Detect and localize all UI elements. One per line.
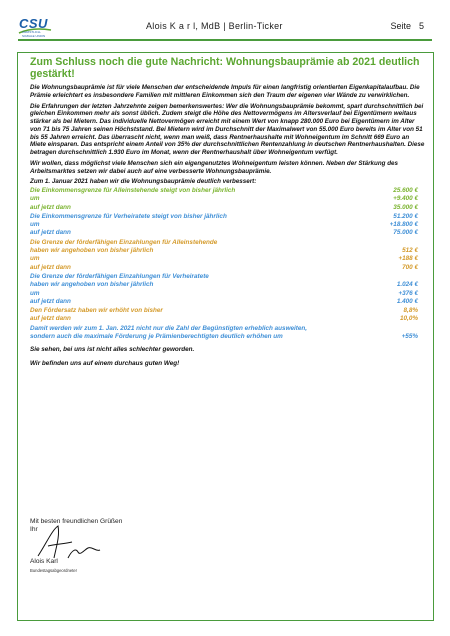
improvement-row [30,229,426,237]
improvement-row [30,298,426,306]
improvement-section [30,187,426,212]
improvement-value: +376 € [398,289,418,297]
page-number: 5 [418,21,424,31]
csu-logo [18,15,52,37]
improvement-row [30,195,426,203]
improvement-section [30,239,426,272]
improvement-value [356,239,426,247]
improvement-value [356,325,426,333]
improvement-label: auf jetzt dann [30,297,71,305]
article [30,56,426,368]
improvement-section [30,325,426,342]
paragraph-intro: Die Wohnungsbauprämie ist für viele Menschen der entscheidende Impuls für einen langfristig orientierten Eigenkapitalaufbau. Die Prämie erleichtert es insbesondere Familien mit mittleren Einkommen sich den Traum der eigenen vier Wände zu verwirklichen. [30,84,420,99]
closing-line-1: Sie sehen, bei uns ist nicht alles schlechter geworden. [30,346,195,354]
improvement-label: um [30,195,40,203]
improvement-label: haben wir angehoben von bisher jährlich [30,247,154,255]
article-headline: Zum Schluss noch die gute Nachricht: Wohnungsbauprämie ab 2021 deutlich gestärkt! [30,56,420,80]
improvement-label: auf jetzt dann [30,315,71,323]
improvement-label: Den Fördersatz haben wir erhöht von bisher [30,307,163,315]
improvement-section [30,273,426,306]
improvement-value: 35.000 € [393,203,418,211]
handwritten-signature [34,522,104,562]
improvement-label: Damit werden wir zum 1. Jan. 2021 nicht nur die Zahl der Begünstigten erheblich ausweiten, [30,324,308,332]
improvement-value: 512 € [402,247,418,255]
improvement-label: Die Grenze der förderfähigen Einzahlungen für Alleinstehende [30,238,218,246]
page-header [18,15,432,45]
improvement-value: +55% [401,333,418,341]
improvement-row [30,290,426,298]
greeting-line: Mit besten freundlichen Grüßen [30,518,123,525]
signatory-name: Alois Karl [30,558,58,565]
header-title: Alois K a r l, MdB | Berlin-Ticker [146,21,283,31]
improvement-value: 8,8% [403,307,418,315]
improvement-label: auf jetzt dann [30,203,71,211]
improvement-row [30,273,426,281]
logo-text: CSU [19,16,48,31]
improvement-row [30,213,426,221]
improvement-label: auf jetzt dann [30,229,71,237]
improvement-row [30,247,426,255]
header-divider [18,39,432,41]
improvement-row [30,221,426,229]
improvement-row [30,255,426,263]
improvement-row [30,204,426,212]
improvement-label: haben wir angehoben von bisher jährlich [30,281,154,289]
signatory-role: Bundestagsabgeordneter [30,568,78,573]
improvement-value: +9.400 € [393,195,418,203]
improvement-row [30,307,426,315]
improvement-row [30,239,426,247]
page-label: Seite [390,21,411,31]
paragraph-goal: Wir wollen, dass möglichst viele Menschen sich ein eigengenutztes Wohneigentum leisten können. Neben der Stärkung des Arbeitsmarktes setzen wir dabei auch auf eine verbesserte Wohnungsbauprämie. [30,159,398,175]
greeting-pronoun: Ihr [30,526,38,534]
improvement-value: 75.000 € [393,229,418,237]
logo-subtext: CHRISTLICH-SOZIALE UNION [22,30,46,38]
improvement-section [30,213,426,238]
improvements-intro: Zum 1. Januar 2021 haben wir die Wohnungsbauprämie deutlich verbessert: [30,178,257,186]
improvement-label: um [30,255,40,263]
closing-line-2: Wir befinden uns auf einem durchaus guten Weg! [30,360,180,368]
improvement-row [30,333,426,341]
improvement-value: 1.024 € [396,281,418,289]
improvement-value: 10,0% [400,315,418,323]
improvement-value: +188 € [398,255,418,263]
signature-block [30,518,123,573]
paragraph-experience: Die Erfahrungen der letzten Jahrzehnte zeigen bemerkenswertes: Wer die Wohnungsbauprämie bekommt, spart durchschnittlich bei gleichen Einkommen mehr als sonst üblich. Zudem steigt die Höhe des Nettovermögens im Altersverlauf bei Eigentümern weitaus stärker als bei Mietern. Das individuelle Nettovermögen erreicht mit einem Wert von knapp 280.000 Euro bei Eigentümern im Alter von 71 bis 75 Jahren seinen Höchststand. Bei Mietern wird im Durchschnitt der Maximalwert von 55.000 Euro bereits im Alter von 51 bis 55 Jahren erreicht. Das überrascht nicht, wenn man weiß, dass Rentnerhaushalte mit Wohneigentum im Schnitt 669 Euro an Miete einsparen. Das entspricht einem Anteil von 35% der durchschnittlichen Rentenzahlung in deutschen Rentnerhaushalten. Diese betragen durchschnittlich 1.930 Euro im Monat, wenn der Rentnerhaushalt über Wohneigentum verfügt. [30,102,425,156]
improvement-label: auf jetzt dann [30,263,71,271]
improvement-label: um [30,289,40,297]
improvement-value: 1.400 € [396,297,418,305]
improvement-value: 51.200 € [393,212,418,220]
improvement-label: sondern auch die maximale Förderung je Prämienberechtigten deutlich erhöhen um [30,333,283,341]
improvement-row [30,281,426,289]
improvement-label: Die Einkommensgrenze für Verheiratete steigt von bisher jährlich [30,212,227,220]
improvement-row [30,315,426,323]
improvements-list [30,187,426,341]
improvement-label: um [30,221,40,229]
improvement-value [356,273,426,281]
improvement-label: Die Grenze der förderfähigen Einzahlungen für Verheiratete [30,272,209,280]
page-indicator [390,21,424,31]
improvement-value: +18.800 € [389,221,418,229]
improvement-label: Die Einkommensgrenze für Alleinstehende steigt von bisher jährlich [30,187,236,194]
improvement-row [30,187,426,195]
improvement-section [30,307,426,324]
improvement-row [30,325,426,333]
improvement-row [30,264,426,272]
improvement-value: 25.600 € [393,187,418,194]
improvement-value: 700 € [402,263,418,271]
